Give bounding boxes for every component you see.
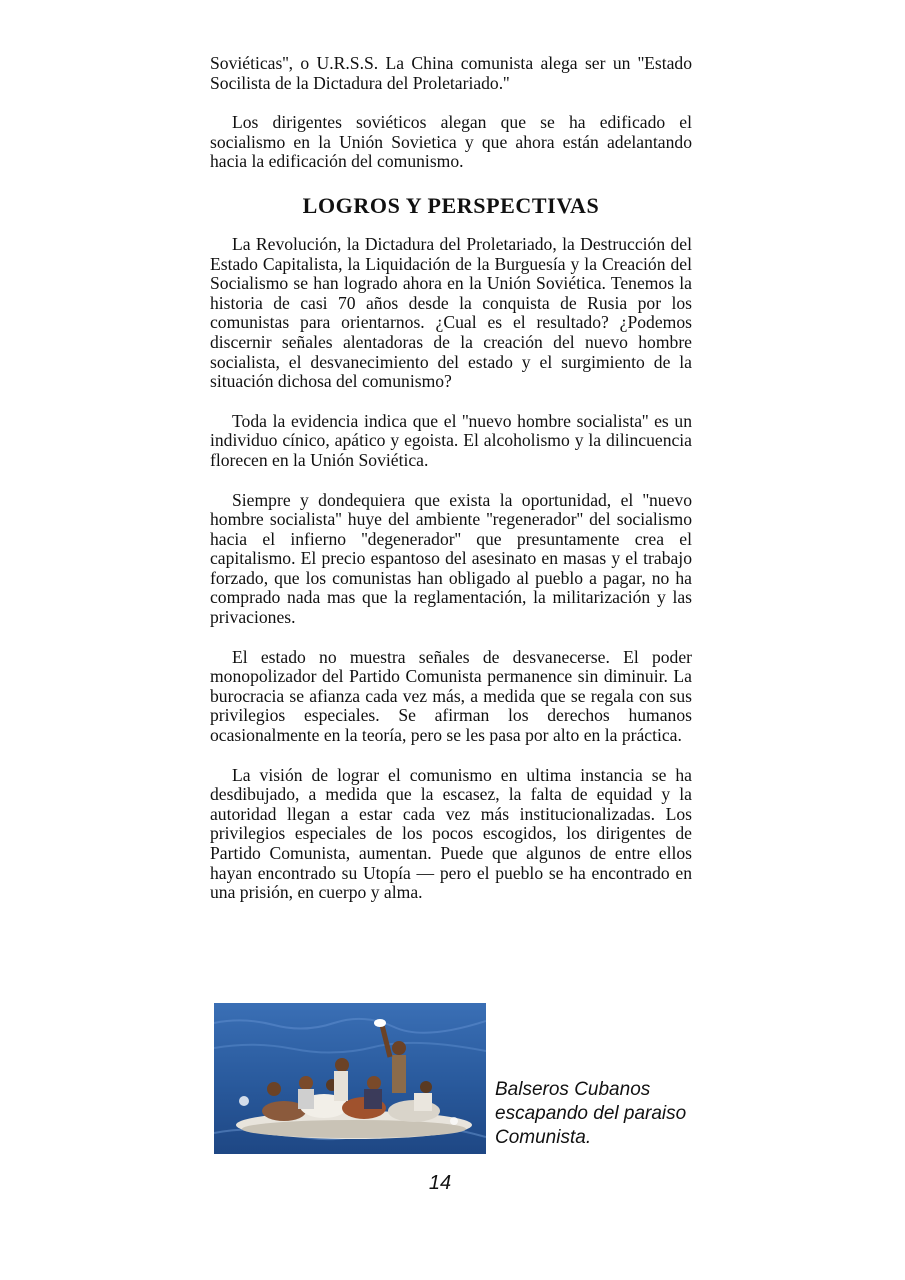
page-number: 14 xyxy=(428,1172,452,1194)
text-column xyxy=(210,54,692,923)
paragraph-new-man: Siempre y dondequiera que exista la oportunidad, el ''nuevo hombre socialista'' huye del ambiente ''regenerador'' del socialismo hacia el infierno ''degenerador'' que presuntamente crea el capitalismo. El precio espantoso del asesinato en masas y el trabajo forzado, que los comunistas han obligado al pueblo a pagar, no ha comprado nada mas que la reglamentación, la militarización y las privaciones. xyxy=(210,489,692,628)
caption-line: Balseros Cubanos xyxy=(495,1079,651,1100)
paragraph-vision: La visión de lograr el comunismo en ultima instancia se ha desdibujado, a medida que la escasez, la falta de equidad y la autoridad llegan a estar cada vez más institucionalizadas. Los privilegios especiales de los pocos escogidos, los dirigentes de Partido Comunista, aumentan. Puede que algunos de entre ellos hayan encontrado su Utopía — pero el pueblo se ha encontrado en una prisión, en cuerpo y alma. xyxy=(210,764,692,903)
paragraph-continuation: Soviéticas'', o U.R.S.S. La China comunista alega ser un ''Estado Socilista de la Dictadura del Proletariado.'' xyxy=(210,53,692,93)
paragraph-revolution: La Revolución, la Dictadura del Proletariado, la Destrucción del Estado Capitalista, la Liquidación de la Burguesía y la Creación del Socialismo se han logrado ahora en la Unión Soviética. Tenemos la historia de casi 70 años desde la conquista de Rusia por los comunistas para orientarnos. ¿Cual es el resultado? ¿Podemos discernir señales alentadoras de la creación del nuevo hombre socialista, el desvanecimiento del estado y el surgimiento de la situación dichosa del comunismo? xyxy=(210,233,692,392)
caption-line: escapando del paraiso xyxy=(495,1103,687,1124)
paragraph-soviet-leaders: Los dirigentes soviéticos alegan que se ha edificado el socialismo en la Unión Sovietica y que ahora están adelantando hacia la edificación del comunismo. xyxy=(210,112,692,172)
rafters-photo xyxy=(214,1003,486,1154)
rafters-illustration xyxy=(214,1003,486,1154)
paragraph-evidence: Toda la evidencia indica que el ''nuevo hombre socialista'' es un individuo cínico, apático y egoista. El alcoholismo y la dilincuencia florecen en la Unión Soviética. xyxy=(210,410,692,470)
section-title: LOGROS Y PERSPECTIVAS xyxy=(302,192,600,218)
paragraph-state: El estado no muestra señales de desvanecerse. El poder monopolizador del Partido Comunista permanence sin diminuir. La burocracia se afianza cada vez más, a medida que se regala con sus privilegios especiales. Se afirman los derechos humanos ocasionalmente en la teoría, pero se les pasa por alto en la práctica. xyxy=(210,646,692,746)
caption-line: Comunista. xyxy=(495,1127,592,1148)
photo-caption xyxy=(495,1078,735,1150)
